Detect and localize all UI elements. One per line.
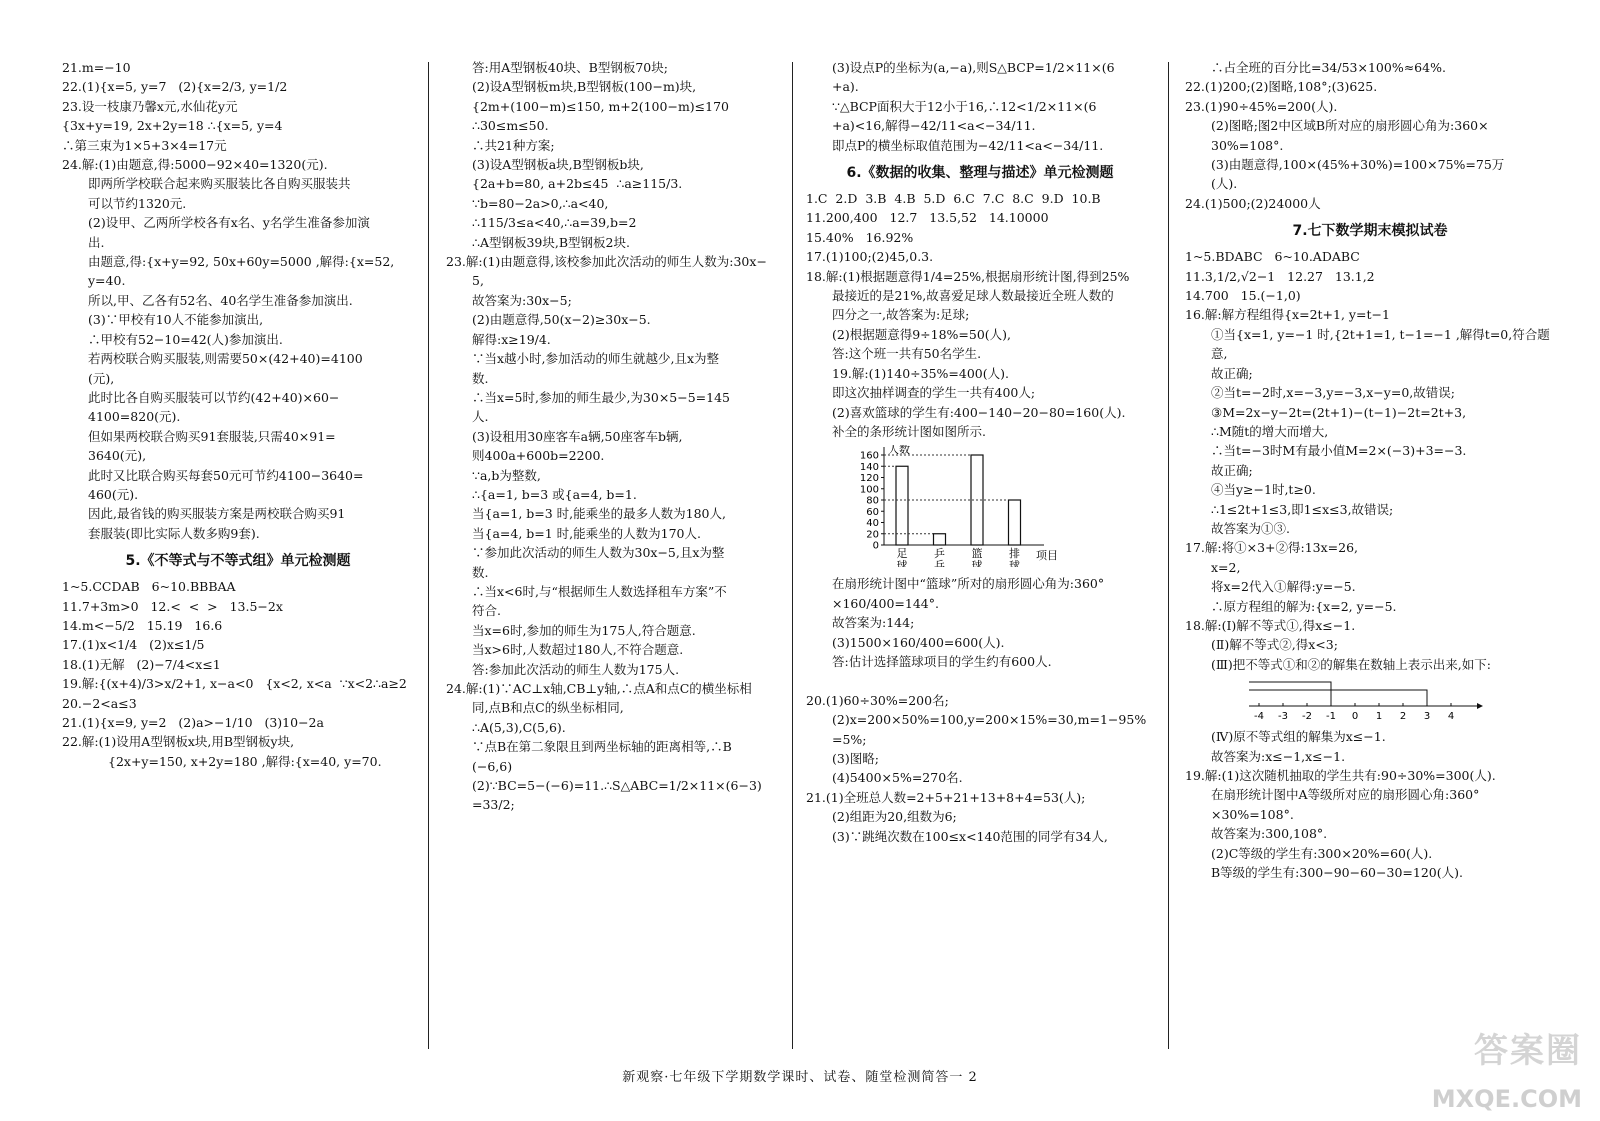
answer-line: 24.(1)500;(2)24000人 [1185, 195, 1321, 211]
answer-line: (2)图略;图2中区域B所对应的扇形圆心角为:360× [1211, 118, 1489, 134]
answer-line: 1~5.CCDAB 6~10.BBBAA [62, 579, 236, 595]
answer-line: 最接近的是21%,故喜爱足球人数最接近全班人数的 [832, 288, 1114, 304]
answer-line: ∵△BCP面积大于12小于16,∴12<1/2×11×(6 [832, 98, 1097, 114]
category-label: 乒乓 [934, 547, 945, 568]
answer-column-3 [806, 58, 1154, 1061]
answer-line: (Ⅳ)原不等式组的解集为x≤−1. [1211, 729, 1386, 745]
answer-line: 人. [472, 409, 489, 425]
answer-line: 补全的条形统计图如图所示. [832, 423, 986, 439]
number-line-label: 3 [1423, 711, 1431, 723]
answer-line: ×160/400=144°. [832, 595, 939, 611]
answer-line: (3)设A型钢板a块,B型钢板b块, [472, 157, 644, 173]
answer-line: 故答案为:x≤−1,x≤−1. [1211, 748, 1346, 764]
answer-line: {2m+(100−m)≤150, m+2(100−m)≤170 ∴30≤m≤50. [472, 98, 737, 134]
answer-line: {2a+b=80, a+2b≤45 ∴a≥115/3. [472, 176, 683, 192]
answer-line: (2)喜欢篮球的学生有:400−140−20−80=160(人). [832, 404, 1126, 420]
answer-line: ∵参加此次活动的师生人数为30x−5,且x为整 [472, 545, 725, 561]
section-heading: 7.七下数学期末模拟试卷 [1292, 223, 1448, 240]
answer-line: =33/2; [472, 797, 515, 813]
answer-line: {3x+y=19, 2x+2y=18 ∴{x=5, y=4 [62, 118, 283, 134]
answer-line: ∴A(5,3),C(5,6). [472, 719, 566, 735]
answer-line: (Ⅲ)把不等式①和②的解集在数轴上表示出来,如下: [1211, 656, 1491, 672]
answer-line: B等级的学生有:300−90−60−30=120(人). [1211, 865, 1463, 881]
answer-line: ∴M随t的增大而增大, [1211, 423, 1329, 439]
y-tick-label: 140 [859, 462, 879, 474]
answer-line: 但如果两校联合购买91套服装,只需40×91= [88, 428, 336, 444]
y-tick-label: 160 [859, 450, 879, 462]
answer-column-4 [1185, 58, 1555, 1061]
answer-line: (2)由题意得,50(x−2)≥30x−5. [472, 312, 651, 328]
answer-line: ∴共21种方案; [472, 137, 555, 153]
answer-line: 4100=820(元). [88, 409, 181, 425]
answer-line: ∵a,b为整数, [472, 467, 541, 483]
answer-line: (3)由题意得,100×(45%+30%)=100×75%=75万 [1211, 157, 1505, 173]
answer-line: 此时比各自购买服装可以节约(42+40)×60− [88, 389, 340, 405]
answer-line: 21.(1){x=9, y=2 (2)a>−1/10 (3)10−2a [62, 715, 324, 730]
answer-line: ∴115/3≤a<40,∴a=39,b=2 [472, 215, 637, 231]
answer-line: ②当t=−2时,x=−3,y=−3,x−y=0,故错误; [1211, 385, 1455, 401]
number-line-label: -2 [1302, 711, 1312, 723]
answer-line: +a)<16,解得−42/11<a<−34/11. [832, 118, 1036, 134]
answer-line: 19.解:{(x+4)/3>x/2+1, x−a<0 {x<2, x<a ∵x<2∴a≥2 [62, 676, 407, 692]
answer-line: ∴原方程组的解为:{x=2, y=−5. [1211, 598, 1397, 614]
answer-line: 24.解:(1)由题意,得:5000−92×40=1320(元). [62, 157, 328, 173]
answer-line: 11.3,1/2,√2−1 12.27 13.1,2 [1185, 268, 1375, 284]
answer-line: (2)根据题意得9÷18%=50(人), [832, 326, 1012, 342]
answer-line: 15.40% 16.92% [806, 229, 914, 245]
answer-line: 21.m=−10 [62, 60, 131, 75]
answer-line: 答:估计选择篮球项目的学生约有600人. [832, 653, 1052, 669]
answer-line: 在扇形统计图中“篮球”所对的扇形圆心角为:360° [832, 576, 1105, 592]
column-divider [428, 62, 429, 1049]
answer-line: 19.解:(1)140÷35%=400(人). [832, 365, 1009, 381]
answer-line: 答:用A型钢板40块、B型钢板70块; [472, 60, 668, 75]
answer-line: 故正确; [1211, 462, 1253, 478]
number-line [1245, 676, 1485, 722]
answer-line: (2)C等级的学生有:300×20%=60(人). [1211, 845, 1433, 861]
answer-line: {2x+y=150, x+2y=180 ,解得:{x=40, y=70. [108, 753, 382, 769]
answer-line: (2)设甲、乙两所学校各有x名、y名学生准备参加演 [88, 215, 370, 231]
answer-line: ∵b=80−2a>0,∴a<40, [472, 195, 609, 211]
answer-line: 21.(1)全班总人数=2+5+21+13+8+4=53(人); [806, 789, 1086, 805]
answer-line: 故答案为:144; [832, 615, 915, 631]
page-footer: 新观察·七年级下学期数学课时、试卷、随堂检测简答一 2 [622, 1070, 978, 1085]
number-line-label: 2 [1399, 711, 1407, 723]
answer-line: 24.解:(1)∵AC⊥x轴,CB⊥y轴,∴点A和点C的横坐标相 [446, 681, 752, 696]
answer-line: (Ⅱ)解不等式②,得x<3; [1211, 637, 1338, 653]
answer-line: 故答案为:300,108°. [1211, 826, 1328, 842]
answer-line: 18.(1)无解 (2)−7/4<x≤1 [62, 656, 221, 672]
answer-line: 3640(元), [88, 448, 147, 464]
answer-line: ∴当x<6时,与“根据师生人数选择租车方案”不 [472, 583, 727, 599]
y-axis-label: 人数 [888, 445, 910, 457]
answer-line: 出. [88, 234, 105, 250]
answer-line: ∴1≤2t+1≤3,即1≤x≤3,故错误; [1211, 501, 1394, 517]
arrow-icon [1477, 703, 1483, 709]
answer-line: (−6,6) [472, 758, 513, 774]
answer-line: 5, [472, 273, 484, 289]
answer-column-1 [62, 58, 414, 1061]
number-line-figure [1245, 676, 1555, 725]
answer-line: 则400a+600b=2200. [472, 448, 605, 464]
answer-line: (人). [1211, 176, 1238, 192]
answer-line: ④当y≥−1时,t≥0. [1211, 482, 1316, 498]
answer-line: 即点P的横坐标取值范围为−42/11<a<−34/11. [832, 137, 1104, 153]
category-label: 排球 [1009, 547, 1020, 568]
answer-line: 20.(1)60÷30%=200名; [806, 692, 949, 708]
answer-line: +a). [832, 79, 859, 95]
bar [934, 534, 946, 545]
answer-line: 20.−2<a≤3 [62, 695, 137, 711]
column-divider [792, 62, 793, 1049]
number-line-label: 1 [1375, 711, 1383, 723]
answer-line: ∴A型钢板39块,B型钢板2块. [472, 234, 630, 250]
answer-line: 17.(1)x<1/4 (2)x≤1/5 [62, 637, 205, 653]
y-tick-label: 100 [859, 484, 879, 496]
answer-line: 若两校联合购买服装,则需要50×(42+40)=4100 [88, 351, 363, 367]
answer-line: 因此,最省钱的购买服装方案是两校联合购买91 [88, 506, 346, 522]
number-line-label: -4 [1254, 711, 1264, 723]
answer-line: 30%=108°. [1211, 137, 1284, 153]
answer-line: (4)5400×5%=270名. [832, 770, 963, 786]
y-tick-label: 40 [866, 518, 879, 530]
bar [1009, 500, 1021, 545]
bar-chart [846, 445, 1066, 567]
y-tick-label: 20 [866, 529, 879, 541]
answer-line: (3)设点P的坐标为(a,−a),则S△BCP=1/2×11×(6 [832, 60, 1115, 75]
watermark-brand: 答案圈 [1474, 1031, 1582, 1071]
answer-line: 答:参加此次活动的师生人数为175人. [472, 661, 680, 677]
watermark [1432, 1023, 1582, 1113]
answer-line: 将x=2代入①解得:y=−5. [1211, 579, 1356, 595]
answer-line: ①当{x=1, y=−1 时,{2t+1=1, t−1=−1 ,解得t=0,符合题意, [1211, 326, 1550, 362]
answer-line: 22.(1){x=5, y=7 (2){x=2/3, y=1/2 [62, 79, 288, 95]
answer-line: 可以节约1320元. [88, 195, 187, 211]
answer-line: 18.解:(1)根据题意得1/4=25%,根据扇形统计图,得到25% [806, 268, 1130, 284]
answer-line: 18.解:(Ⅰ)解不等式①,得x≤−1. [1185, 617, 1356, 633]
y-tick-label: 0 [872, 540, 879, 552]
number-line-label: -3 [1278, 711, 1288, 723]
answer-line: 17.(1)100;(2)45,0.3. [806, 249, 934, 265]
answer-line: 答:这个班一共有50名学生. [832, 346, 982, 362]
answer-line: 11.7+3m>0 12.< < > 13.5−2x [62, 598, 283, 614]
answer-line: 23.设一枝康乃馨x元,水仙花y元 [62, 98, 238, 114]
answer-line: =5%; [832, 731, 867, 747]
answer-line: 即两所学校联合起来购买服装比各自购买服装共 [88, 176, 351, 192]
answer-line: 当x>6时,人数超过180人,不符合题意. [472, 642, 684, 658]
answer-line: 故答案为①③. [1211, 520, 1290, 536]
answer-line: 当x=6时,参加的师生为175人,符合题意. [472, 622, 696, 638]
answer-line: (2)x=200×50%=100,y=200×15%=30,m=1−95% [832, 712, 1147, 728]
y-tick-label: 80 [866, 495, 879, 507]
answer-line: 符合. [472, 603, 501, 619]
answer-line: 17.解:将①×3+②得:13x=26, [1185, 540, 1359, 556]
answer-line: (3)1500×160/400=600(人). [832, 634, 1005, 650]
answer-line: 当{a=1, b=3 时,能乘坐的最多人数为180人, [472, 506, 726, 522]
answer-line: 1~5.BDABC 6~10.ADABC [1185, 249, 1360, 265]
category-label: 篮球 [971, 547, 983, 568]
solution-bracket [1249, 690, 1427, 706]
number-line-label: 0 [1351, 711, 1359, 723]
answer-line: (3)∵甲校有10人不能参加演出, [88, 312, 264, 328]
answer-line: x=2, [1211, 559, 1241, 575]
answer-line: (2)设A型钢板m块,B型钢板(100−m)块, [472, 79, 697, 95]
answer-line: 即这次抽样调查的学生一共有400人; [832, 385, 1036, 401]
answer-line: 14.m<−5/2 15.19 16.6 [62, 617, 223, 633]
answer-line: 四分之一,故答案为:足球; [832, 307, 970, 323]
answer-line: ∴第三束为1×5+3×4=17元 [62, 137, 227, 153]
y-tick-label: 60 [866, 507, 879, 519]
number-line-label: -1 [1326, 711, 1336, 723]
answer-line: (元), [88, 370, 115, 386]
answer-line: ×30%=108°. [1211, 806, 1294, 822]
answer-line: (2)∵BC=5−(−6)=11.∴S△ABC=1/2×11×(6−3) [472, 778, 762, 794]
answer-line: ∵当x越小时,参加活动的师生就越少,且x为整 [472, 351, 720, 367]
answer-line: 22.(1)200;(2)图略,108°;(3)625. [1185, 79, 1378, 95]
answer-line: 由题意,得:{x+y=92, 50x+60y=5000 ,解得:{x=52, y=40. [88, 254, 399, 289]
number-line-label: 4 [1447, 711, 1455, 723]
answer-line: 11.200,400 12.7 13.5,52 14.10000 [806, 210, 1049, 226]
column-divider [1168, 62, 1169, 1049]
answer-line: 套服装(即比实际人数多购9套). [88, 525, 260, 541]
answer-line: 14.700 15.(−1,0) [1185, 288, 1301, 304]
answer-column-2 [446, 58, 780, 1061]
answer-line: 同,点B和点C的纵坐标相同, [472, 700, 624, 716]
answer-line [806, 671, 1154, 690]
answer-line: 16.解:解方程组得{x=2t+1, y=t−1 [1185, 307, 1390, 323]
answer-line: ∴甲校有52−10=42(人)参加演出. [88, 331, 283, 347]
watermark-site: MXQE.COM [1431, 1085, 1582, 1113]
answer-line: (3)∵跳绳次数在100≤x<140范围的同学有34人, [832, 828, 1108, 844]
answer-line: 故正确; [1211, 365, 1253, 381]
answer-line: 460(元). [88, 486, 139, 502]
answer-line: (3)设租用30座客车a辆,50座客车b辆, [472, 428, 683, 444]
bar-chart-figure [846, 445, 1154, 570]
answer-line: ∴当x=5时,参加的师生最少,为30×5−5=145 [472, 389, 731, 405]
bar [896, 467, 908, 546]
y-tick-label: 120 [859, 473, 879, 485]
section-heading: 5.《不等式与不等式组》单元检测题 [125, 553, 351, 570]
answer-line: ∵点B在第二象限且到两坐标轴的距离相等,∴B [472, 739, 732, 755]
x-axis-label: 项目 [1036, 549, 1058, 563]
answer-line: 23.(1)90÷45%=200(人). [1185, 98, 1338, 114]
solution-bracket [1249, 682, 1331, 706]
answer-line: 此时又比联合购买每套50元可节约4100−3640= [88, 467, 364, 483]
answer-line: (3)图略; [832, 750, 879, 766]
answer-line: 数. [472, 370, 489, 386]
answer-line: 23.解:(1)由题意得,该校参加此次活动的师生人数为:30x− [446, 254, 767, 270]
answer-line: 解得:x≥19/4. [472, 331, 551, 347]
answer-line: ∴当t=−3时M有最小值M=2×(−3)+3=−3. [1211, 443, 1467, 459]
answer-line: 数. [472, 564, 489, 580]
answer-line: 1.C 2.D 3.B 4.B 5.D 6.C 7.C 8.C 9.D 10.B [806, 191, 1101, 207]
answer-line: (2)组距为20,组数为6; [832, 809, 957, 825]
answer-line: 在扇形统计图中A等级所对应的扇形圆心角:360° [1211, 787, 1480, 803]
answer-line: 故答案为:30x−5; [472, 292, 572, 308]
answer-line: ∴{a=1, b=3 或{a=4, b=1. [472, 486, 637, 502]
answer-line: 22.解:(1)设用A型钢板x块,用B型钢板y块, [62, 734, 295, 750]
answer-line: ③M=2x−y−2t=(2t+1)−(t−1)−2t=2t+3, [1211, 404, 1467, 420]
category-label: 足球 [896, 547, 908, 568]
answer-line: 19.解:(1)这次随机抽取的学生共有:90÷30%=300(人). [1185, 768, 1496, 783]
answer-line: 当{a=4, b=1 时,能乘坐的人数为170人. [472, 525, 701, 541]
answer-line: 所以,甲、乙各有52名、40名学生准备参加演出. [88, 292, 353, 308]
section-heading: 6.《数据的收集、整理与描述》单元检测题 [846, 165, 1114, 182]
answer-line: ∴占全班的百分比=34/53×100%≈64%. [1211, 60, 1446, 75]
